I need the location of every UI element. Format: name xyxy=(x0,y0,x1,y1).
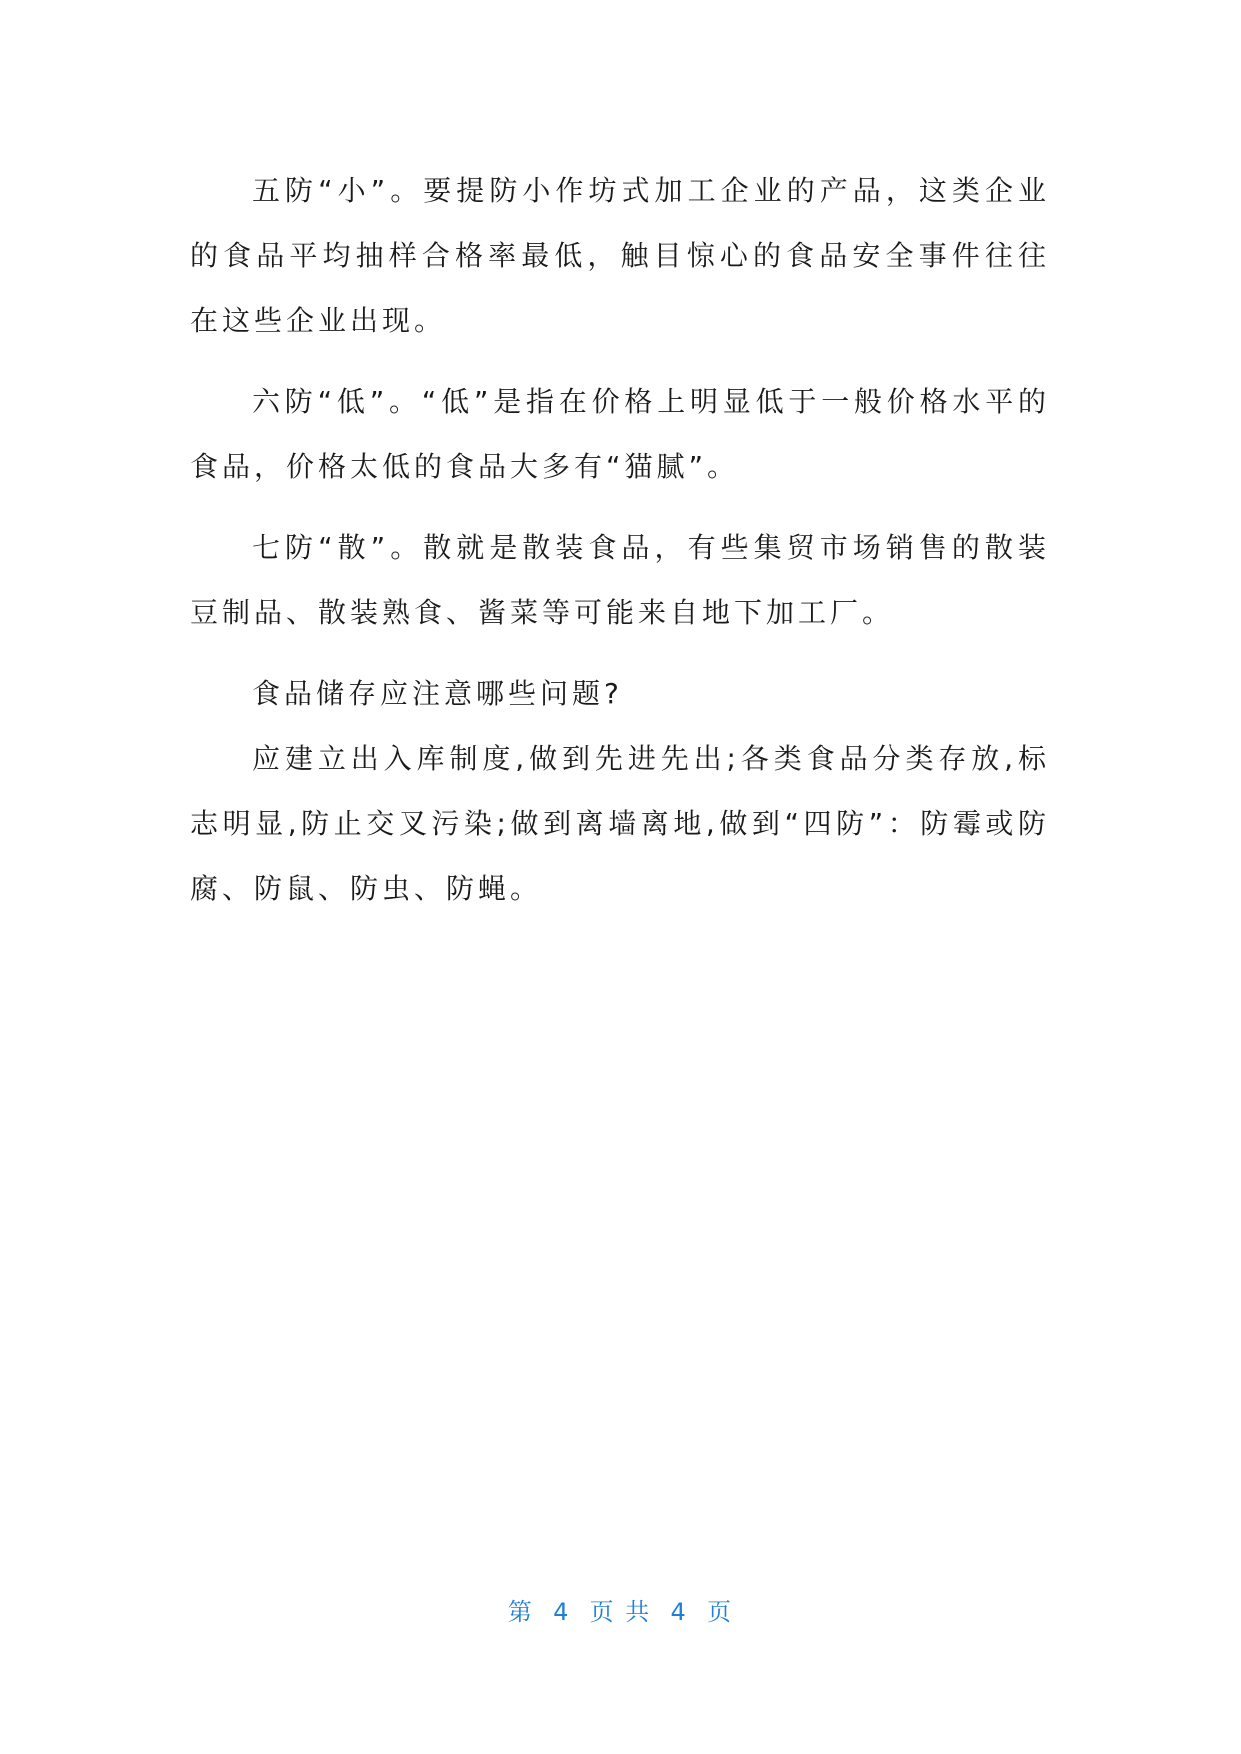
paragraph-five-prevent-small: 五防“小”。要提防小作坊式加工企业的产品，这类企业的食品平均抽样合格率最低，触目惊心的食品安全事件往往在这些企业出现。 xyxy=(190,174,1050,337)
paragraph-six-prevent-low: 六防“低”。“低”是指在价格上明显低于一般价格水平的食品，价格太低的食品大多有“猫腻”。 xyxy=(190,385,1050,483)
paragraph-storage-answer: 应建立出入库制度,做到先进先出;各类食品分类存放,标志明显,防止交叉污染;做到离墙离地,做到“四防”：防霉或防腐、防鼠、防虫、防蝇。 xyxy=(190,742,1050,905)
document-body xyxy=(190,158,1050,937)
page-number-footer: 第 4 页 共 4 页 xyxy=(507,1598,734,1626)
paragraph-storage-question: 食品储存应注意哪些问题? xyxy=(252,677,623,710)
paragraph-seven-prevent-bulk: 七防“散”。散就是散装食品，有些集贸市场销售的散装豆制品、散装熟食、酱菜等可能来自地下加工厂。 xyxy=(190,531,1050,629)
